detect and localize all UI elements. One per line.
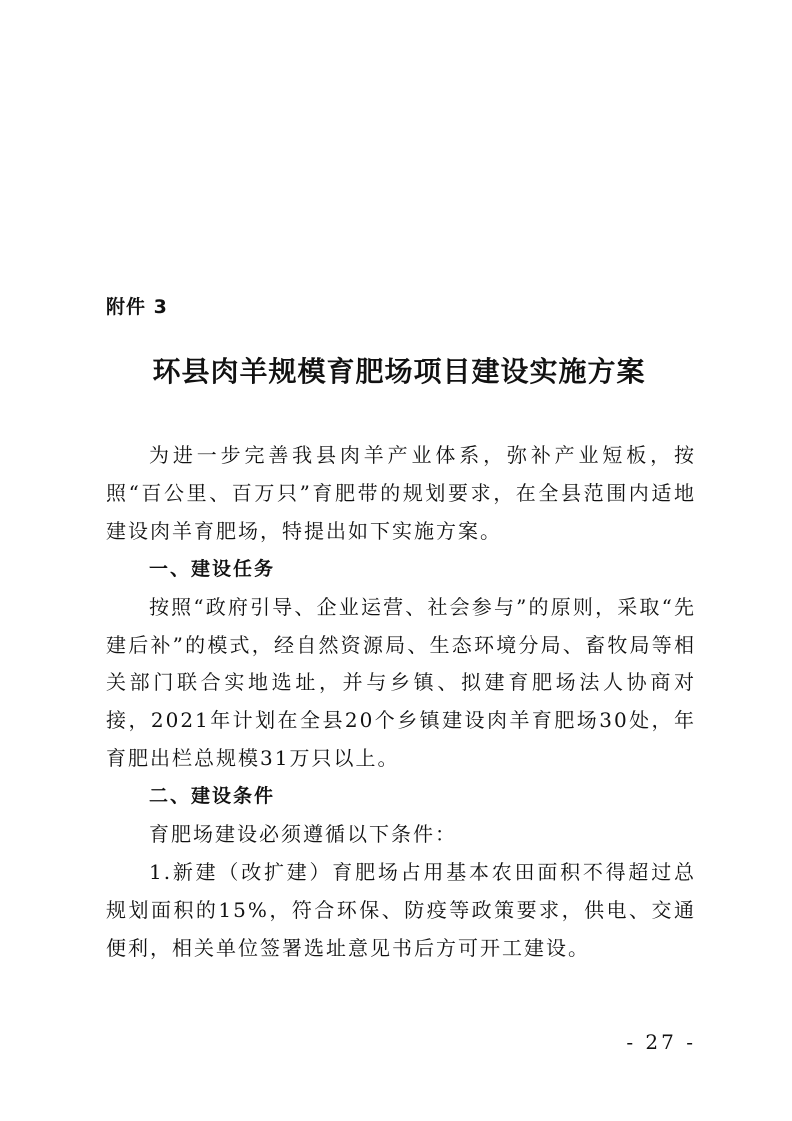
intro-paragraph: 为进一步完善我县肉羊产业体系，弥补产业短板，按照“百公里、百万只”育肥带的规划要求，在全县范围内适地建设肉羊育肥场，特提出如下实施方案。: [106, 443, 696, 543]
section-heading-construction-conditions: 二、建设条件: [149, 785, 276, 808]
construction-conditions-intro: 育肥场建设必须遵循以下条件：: [149, 822, 457, 847]
section-heading-construction-task: 一、建设任务: [149, 557, 276, 580]
document-title: 环县肉羊规模育肥场项目建设实施方案: [152, 355, 646, 388]
page-number: - 27 -: [626, 1030, 696, 1054]
document-body: [106, 437, 696, 968]
condition-item-1: 1.新建（改扩建）育肥场占用基本农田面积不得超过总规划面积的15%，符合环保、防疫等政策要求，供电、交通便利，相关单位签署选址意见书后方可开工建设。: [106, 859, 696, 960]
annex-label: 附件 3: [106, 296, 168, 318]
construction-task-paragraph: 按照“政府引导、企业运营、社会参与”的原则，采取“先建后补”的模式，经自然资源局、生态环境分局、畜牧局等相关部门联合实地选址，并与乡镇、拟建育肥场法人协商对接，2021年计划在全县20个乡镇建设肉羊育肥场30处，年育肥出栏总规模31万只以上。: [106, 594, 696, 771]
